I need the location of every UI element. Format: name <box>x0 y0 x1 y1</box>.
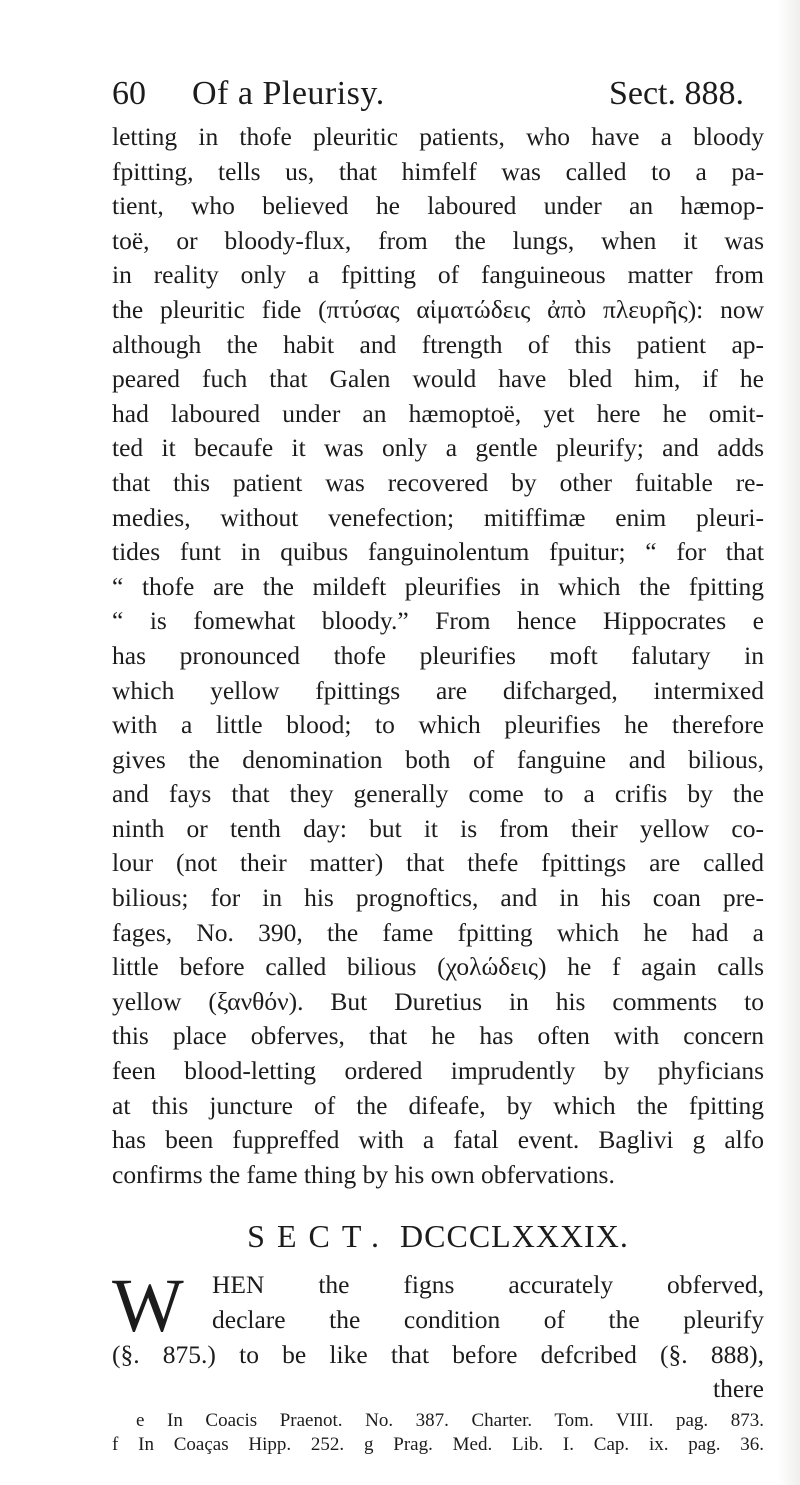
text-line: tides funt in quibus fanguinolentum fpuitur; “ for that <box>112 537 764 567</box>
text-line: tient, who believed he laboured under an hæmop- <box>112 191 764 221</box>
text-line: HEN the figns accurately obferved, <box>212 1270 764 1300</box>
section-heading-prefix: SECT. <box>247 1218 392 1255</box>
text-line: lour (not their matter) that thefe fpittings are called <box>112 848 764 878</box>
text-line: the pleuritic fide (πτύσας αἱματώδεις ἀπὸ πλευρῆς): now <box>112 294 764 324</box>
text-line: yellow (ξανθόν). But Duretius in his comments to <box>112 986 764 1016</box>
text-line: has pronounced thofe pleurifies moft falutary in <box>112 640 764 670</box>
footnotes <box>112 1409 764 1457</box>
text-line: has been fuppreffed with a fatal event. Baglivi g alfo <box>112 1125 764 1155</box>
section-heading-numeral: DCCCLXXXIX. <box>400 1218 629 1255</box>
text-line: ted it becaufe it was only a gentle pleurify; and adds <box>112 433 764 463</box>
text-line: with a little blood; to which pleurifies he therefore <box>112 710 764 740</box>
text-line: declare the condition of the pleurify <box>212 1305 764 1334</box>
section-paragraph <box>112 1264 764 1406</box>
text-line: gives the denomination both of fanguine and bilious, <box>112 744 764 774</box>
text-line: peared fuch that Galen would have bled him, if he <box>112 364 764 394</box>
main-text <box>112 120 764 1457</box>
footnote: f In Coaças Hipp. 252. g Prag. Med. Lib. I. Cap. ix. pag. 36. <box>112 1433 764 1455</box>
text-line: little before called bilious (χολώδεις) he f again calls <box>112 952 764 982</box>
text-line: that this patient was recovered by other fuitable re- <box>112 467 764 497</box>
page-number: 60 <box>112 75 146 112</box>
text-line: letting in thofe pleuritic patients, who have a bloody <box>112 122 764 151</box>
footnote: e In Coacis Praenot. No. 387. Charter. Tom. VIII. pag. 873. <box>136 1409 764 1431</box>
section-marker: Sect. 888. <box>608 75 744 112</box>
section-heading <box>112 1204 764 1268</box>
text-line: feen blood-letting ordered imprudently by phyficians <box>112 1056 764 1086</box>
text-line: “ is fomewhat bloody.” From hence Hippocrates e <box>112 606 764 636</box>
running-header <box>112 70 744 118</box>
text-line: fpitting, tells us, that himfelf was called to a pa- <box>112 156 764 186</box>
drop-cap: W <box>112 1264 184 1349</box>
text-line: bilious; for in his prognoftics, and in his coan pre- <box>112 883 764 913</box>
text-line: although the habit and ftrength of this patient ap- <box>112 329 764 359</box>
text-line: “ thofe are the mildeft pleurifies in which the fpitting <box>112 571 764 601</box>
text-line: confirms the fame thing by his own obfervations. <box>112 1159 615 1189</box>
text-line: toë, or bloody-flux, from the lungs, when it was <box>112 225 764 255</box>
text-line: which yellow fpittings are difcharged, intermixed <box>112 675 764 705</box>
text-line: at this juncture of the difeafe, by which the fpitting <box>112 1090 764 1120</box>
running-title: Of a Pleurisy. <box>192 75 385 112</box>
text-line: medies, without venefection; mitiffimæ enim pleuri- <box>112 502 764 532</box>
text-line: this place obferves, that he has often with concern <box>112 1021 764 1051</box>
text-line: in reality only a fpitting of fanguineous matter from <box>112 260 764 290</box>
text-line: had laboured under an hæmoptoë, yet here he omit- <box>112 398 764 428</box>
text-line: and fays that they generally come to a crifis by the <box>112 779 764 809</box>
text-line: fages, No. 390, the fame fpitting which he had a <box>112 917 764 947</box>
catchword: there <box>713 1374 764 1404</box>
text-line: (§. 875.) to be like that before defcribed (§. 888), <box>112 1339 764 1369</box>
text-line: ninth or tenth day: but it is from their yellow co- <box>112 813 764 843</box>
